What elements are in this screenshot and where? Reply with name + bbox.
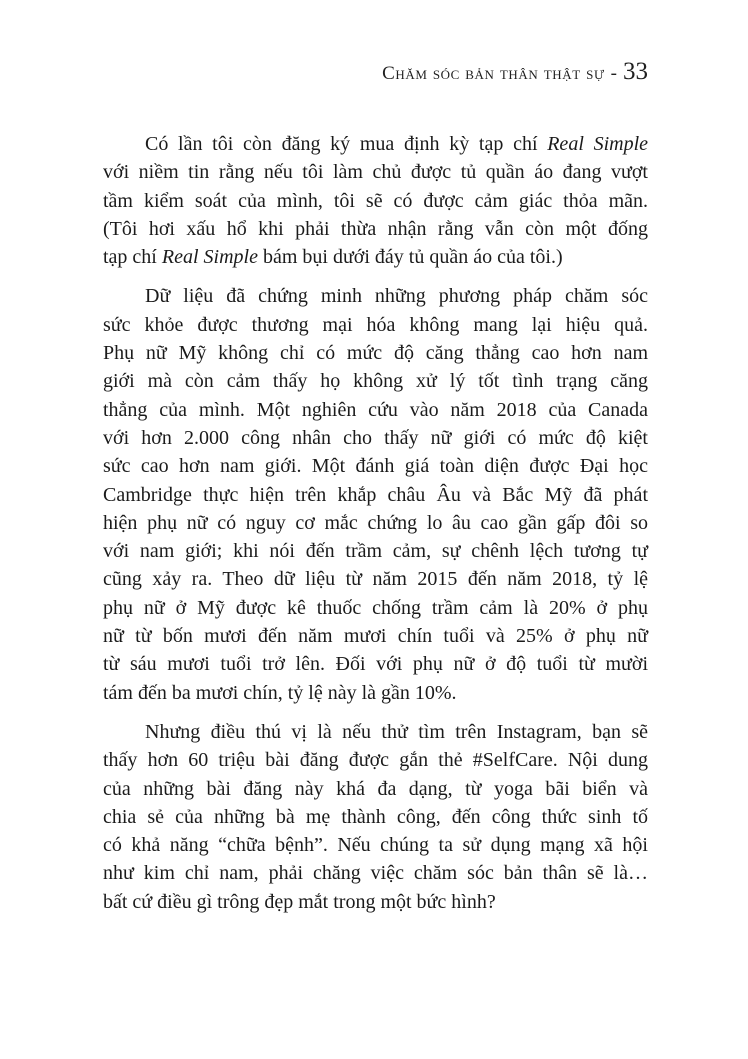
text-line bbox=[103, 130, 648, 158]
text-line bbox=[103, 215, 648, 243]
text-line bbox=[103, 718, 648, 746]
text-run: Phụ nữ Mỹ không chỉ có mức độ căng thẳng cao hơn nam bbox=[103, 342, 648, 365]
paragraph bbox=[103, 282, 648, 706]
text-line bbox=[103, 282, 648, 310]
running-header-title: Chăm sóc bản thân thật sự bbox=[382, 63, 605, 84]
text-line bbox=[103, 594, 648, 622]
text-run: Có lần tôi còn đăng ký mua định kỳ tạp chí bbox=[145, 133, 548, 155]
text-line bbox=[103, 803, 648, 831]
running-header-separator: - bbox=[610, 63, 617, 84]
text-line bbox=[103, 679, 648, 707]
text-line bbox=[103, 537, 648, 565]
text-line bbox=[103, 367, 648, 395]
italic-text-run: Real Simple bbox=[161, 246, 258, 269]
text-run: thấy hơn 60 triệu bài đăng được gắn thẻ #SelfCare. Nội dung bbox=[103, 749, 648, 772]
text-run: như kim chỉ nam, phải chăng việc chăm sóc bản thân sẽ là… bbox=[103, 862, 648, 885]
page-body bbox=[103, 130, 648, 927]
text-run: thẳng của mình. Một nghiên cứu vào năm 2018 của Canada bbox=[103, 398, 648, 421]
text-line bbox=[103, 831, 648, 859]
text-run: bám bụi dưới đáy tủ quần áo của tôi.) bbox=[257, 246, 563, 269]
text-line bbox=[103, 158, 648, 186]
text-run: tám đến ba mươi chín, tỷ lệ này là gần 10%. bbox=[103, 681, 457, 704]
text-run: chia sẻ của những bà mẹ thành công, đến công thức sinh tố bbox=[103, 805, 648, 828]
text-run: hiện phụ nữ có nguy cơ mắc chứng lo âu cao gần gấp đôi so bbox=[103, 511, 648, 534]
text-run: với hơn 2.000 công nhân cho thấy nữ giới có mức độ kiệt bbox=[103, 426, 648, 449]
text-line bbox=[103, 243, 648, 271]
text-run: bất cứ điều gì trông đẹp mắt trong một bức hình? bbox=[103, 890, 496, 913]
text-run: Nhưng điều thú vị là nếu thử tìm trên Instagram, bạn sẽ bbox=[145, 720, 648, 743]
text-line bbox=[103, 187, 648, 215]
text-run: từ sáu mươi tuổi trở lên. Đối với phụ nữ ở độ tuổi từ mười bbox=[103, 653, 648, 676]
italic-text-run: Real Simple bbox=[547, 133, 649, 155]
text-run: với niềm tin rằng nếu tôi làm chủ được tủ quần áo đang vượt bbox=[103, 161, 648, 184]
text-line bbox=[103, 396, 648, 424]
text-run: Cambridge thực hiện trên khắp châu Âu và Bắc Mỹ đã phát bbox=[103, 483, 648, 506]
text-run: phụ nữ ở Mỹ được kê thuốc chống trầm cảm là 20% ở phụ bbox=[103, 596, 648, 619]
text-run: tầm kiểm soát của mình, tôi sẽ có được cảm giác thỏa mãn. bbox=[103, 189, 648, 212]
text-run: có khả năng “chữa bệnh”. Nếu chúng ta sử dụng mạng xã hội bbox=[103, 834, 648, 857]
text-run: giới mà còn cảm thấy họ không xử lý tốt tình trạng căng bbox=[103, 370, 648, 393]
text-run: Dữ liệu đã chứng minh những phương pháp chăm sóc bbox=[145, 285, 648, 308]
paragraph bbox=[103, 718, 648, 916]
text-run: với nam giới; khi nói đến trầm cảm, sự chênh lệch tương tự bbox=[103, 540, 648, 563]
text-run: sức cao hơn nam giới. Một đánh giá toàn diện được Đại học bbox=[103, 455, 648, 478]
text-line bbox=[103, 339, 648, 367]
text-run: (Tôi hơi xấu hổ khi phải thừa nhận rằng vẫn còn một đống bbox=[103, 217, 648, 240]
text-line bbox=[103, 859, 648, 887]
running-header bbox=[103, 58, 648, 86]
text-line bbox=[103, 650, 648, 678]
text-line bbox=[103, 424, 648, 452]
text-run: sức khỏe được thương mại hóa không mang lại hiệu quả. bbox=[103, 313, 648, 336]
page-number: 33 bbox=[623, 58, 648, 85]
text-line bbox=[103, 775, 648, 803]
text-line bbox=[103, 746, 648, 774]
text-run: tạp chí bbox=[103, 246, 162, 269]
text-run: cũng xảy ra. Theo dữ liệu từ năm 2015 đến năm 2018, tỷ lệ bbox=[103, 568, 648, 591]
paragraph bbox=[103, 130, 648, 271]
text-run: của những bài đăng này khá đa dạng, từ yoga bãi biển và bbox=[103, 777, 648, 800]
text-run: nữ từ bốn mươi đến năm mươi chín tuổi và 25% ở phụ nữ bbox=[103, 625, 648, 648]
text-line bbox=[103, 622, 648, 650]
text-line bbox=[103, 452, 648, 480]
text-line bbox=[103, 888, 648, 916]
text-line bbox=[103, 481, 648, 509]
text-line bbox=[103, 509, 648, 537]
text-line bbox=[103, 311, 648, 339]
text-line bbox=[103, 565, 648, 593]
